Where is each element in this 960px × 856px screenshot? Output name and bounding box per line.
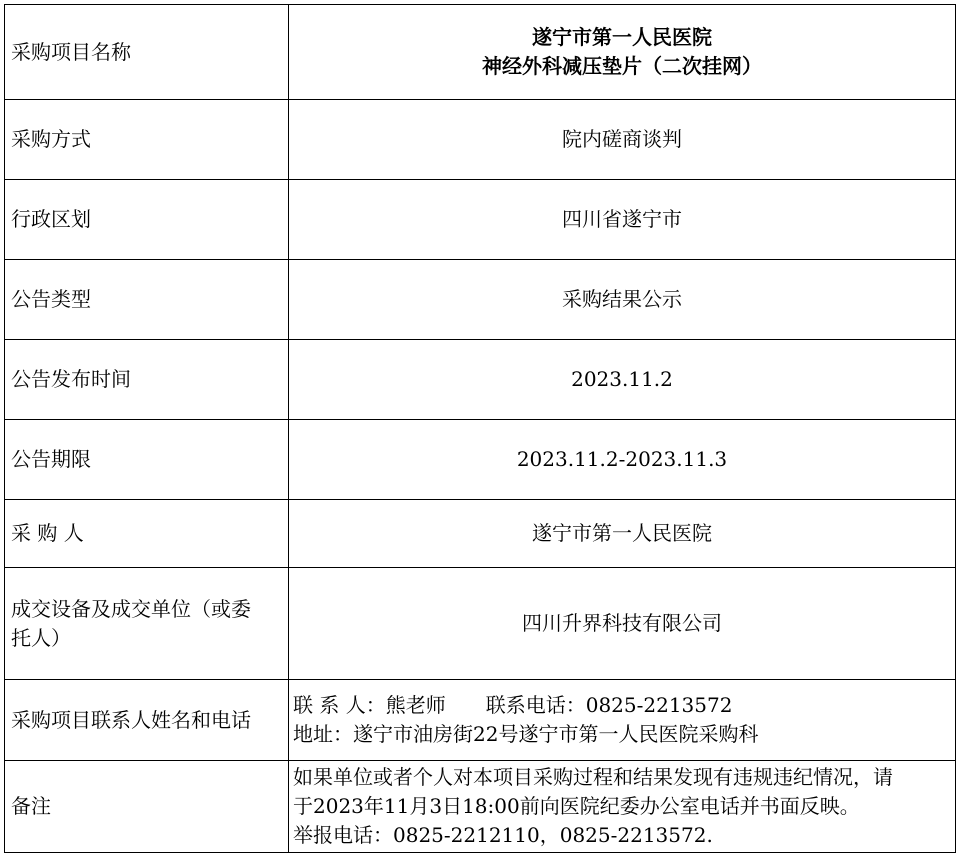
row-method <box>5 100 956 180</box>
value-winner: 四川升界科技有限公司 <box>289 568 956 680</box>
value-notice-type: 采购结果公示 <box>289 260 956 340</box>
label-remarks: 备注 <box>5 761 289 853</box>
row-notice-type <box>5 260 956 340</box>
label-winner <box>5 568 289 680</box>
project-name-line1: 遂宁市第一人民医院 <box>532 25 712 49</box>
remarks-line2: 于2023年11月3日18:00前向医院纪委办公室电话并书面反映。 <box>293 794 860 818</box>
label-winner-line1: 成交设备及成交单位（或委 <box>11 596 251 621</box>
contact-person: 联 系 人：熊老师 <box>293 693 446 717</box>
row-contact <box>5 680 956 761</box>
label-project-name: 采购项目名称 <box>5 5 289 100</box>
value-purchaser: 遂宁市第一人民医院 <box>289 500 956 568</box>
contact-line1 <box>293 691 953 720</box>
value-project-name <box>289 5 956 100</box>
row-winner <box>5 568 956 680</box>
row-remarks <box>5 761 956 853</box>
contact-address: 地址：遂宁市油房街22号遂宁市第一人民医院采购科 <box>293 722 759 746</box>
row-project-name <box>5 5 956 100</box>
remarks-line3: 举报电话：0825-2212110，0825-2213572. <box>293 823 713 847</box>
label-contact: 采购项目联系人姓名和电话 <box>5 680 289 761</box>
row-region <box>5 180 956 260</box>
procurement-result-table <box>4 4 956 853</box>
project-name-line2: 神经外科减压垫片（二次挂网） <box>482 54 762 78</box>
row-purchaser <box>5 500 956 568</box>
value-region: 四川省遂宁市 <box>289 180 956 260</box>
label-notice-type: 公告类型 <box>5 260 289 340</box>
label-period: 公告期限 <box>5 420 289 500</box>
value-contact <box>289 680 956 761</box>
contact-phone: 联系电话：0825-2213572 <box>485 693 733 717</box>
label-method: 采购方式 <box>5 100 289 180</box>
value-remarks <box>289 761 956 853</box>
label-winner-line2: 托人） <box>11 625 71 650</box>
remarks-line1: 如果单位或者个人对本项目采购过程和结果发现有违规违纪情况，请 <box>293 765 893 789</box>
label-purchaser: 采 购 人 <box>5 500 289 568</box>
label-publish-time: 公告发布时间 <box>5 340 289 420</box>
value-method: 院内磋商谈判 <box>289 100 956 180</box>
value-publish-time: 2023.11.2 <box>289 340 956 420</box>
value-period: 2023.11.2-2023.11.3 <box>289 420 956 500</box>
row-publish-time <box>5 340 956 420</box>
row-period <box>5 420 956 500</box>
label-region: 行政区划 <box>5 180 289 260</box>
